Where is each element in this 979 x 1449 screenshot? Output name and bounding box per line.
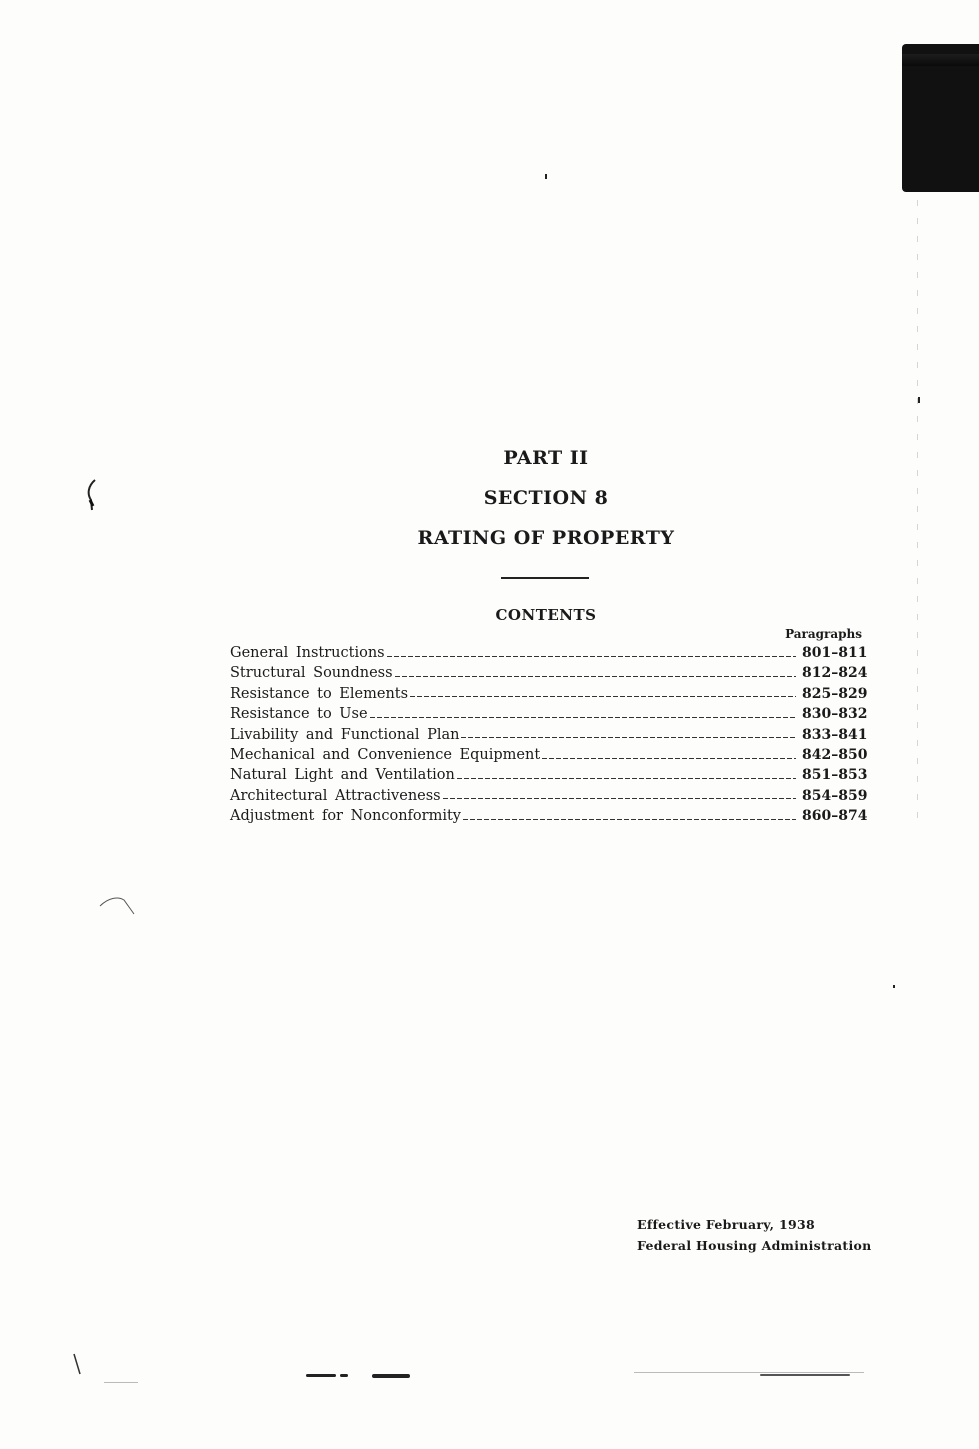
toc-entry-range: 851–853: [802, 767, 868, 784]
toc-entry-label: General Instructions: [230, 645, 385, 661]
contents-heading: CONTENTS: [495, 606, 597, 624]
dot-leader: [443, 798, 796, 799]
scan-speck: [545, 174, 547, 179]
paragraphs-column-label: Paragraphs: [785, 627, 862, 641]
toc-entry-label: Resistance to Use: [230, 706, 368, 723]
part-heading: PART II: [503, 447, 589, 469]
toc-entry: [230, 704, 868, 724]
scan-margin-line: [917, 200, 918, 820]
dot-leader: [410, 696, 796, 697]
toc-entry-label: Resistance to Elements: [230, 685, 409, 702]
effective-date: Effective February, 1938: [637, 1217, 815, 1232]
toc-entry: [230, 684, 868, 704]
toc-entry-range: 830–832: [802, 706, 868, 723]
scan-curve-mark: [98, 894, 138, 920]
scan-slash-mark: [72, 1352, 84, 1378]
scan-smudge: [634, 1372, 864, 1373]
scan-smudge: [104, 1382, 138, 1383]
toc-entry-range: 854–859: [802, 787, 868, 804]
scan-smudge: [306, 1374, 336, 1377]
toc-entry-label: Mechanical and Convenience Equipment: [230, 746, 541, 763]
dot-leader: [370, 717, 796, 718]
dot-leader: [461, 737, 796, 738]
dot-leader: [542, 758, 796, 759]
toc-entry: [230, 786, 868, 806]
dot-leader: [463, 819, 796, 820]
toc-entry-label: Adjustment for Nonconformity: [230, 808, 461, 825]
toc-entry-label: Livability and Functional Plan: [230, 726, 460, 743]
dot-leader: [395, 676, 796, 677]
scan-speck: [893, 985, 895, 988]
agency-name: Federal Housing Administration: [637, 1238, 872, 1253]
section-heading: SECTION 8: [483, 487, 609, 509]
toc-entry: [230, 745, 868, 765]
dot-leader: [457, 778, 796, 779]
toc-entry-range: 833–841: [802, 726, 868, 743]
scan-edge-tab: [902, 44, 979, 192]
scan-smudge: [340, 1374, 348, 1377]
dot-leader: [387, 656, 796, 657]
toc-entry: [230, 663, 868, 683]
toc-entry-range: 801–811: [802, 645, 868, 661]
scan-speck: [918, 397, 920, 403]
toc-entry-range: 842–850: [802, 746, 868, 763]
toc-entry-label: Structural Soundness: [230, 665, 393, 682]
toc-entry: [230, 806, 868, 826]
page-title: RATING OF PROPERTY: [417, 527, 675, 549]
toc-entry: [230, 725, 868, 745]
toc-entry-range: 812–824: [802, 665, 868, 682]
toc-entry-range: 860–874: [802, 808, 868, 825]
table-of-contents: [230, 643, 868, 827]
toc-entry: [230, 643, 868, 663]
toc-entry: [230, 765, 868, 785]
title-divider: [501, 577, 589, 579]
footer-imprint: [637, 1214, 877, 1256]
toc-entry-range: 825–829: [802, 685, 868, 702]
toc-entry-label: Architectural Attractiveness: [230, 787, 441, 804]
toc-entry-label: Natural Light and Ventilation: [230, 767, 455, 784]
scan-smudge: [760, 1374, 850, 1376]
scan-smudge: [372, 1374, 410, 1378]
